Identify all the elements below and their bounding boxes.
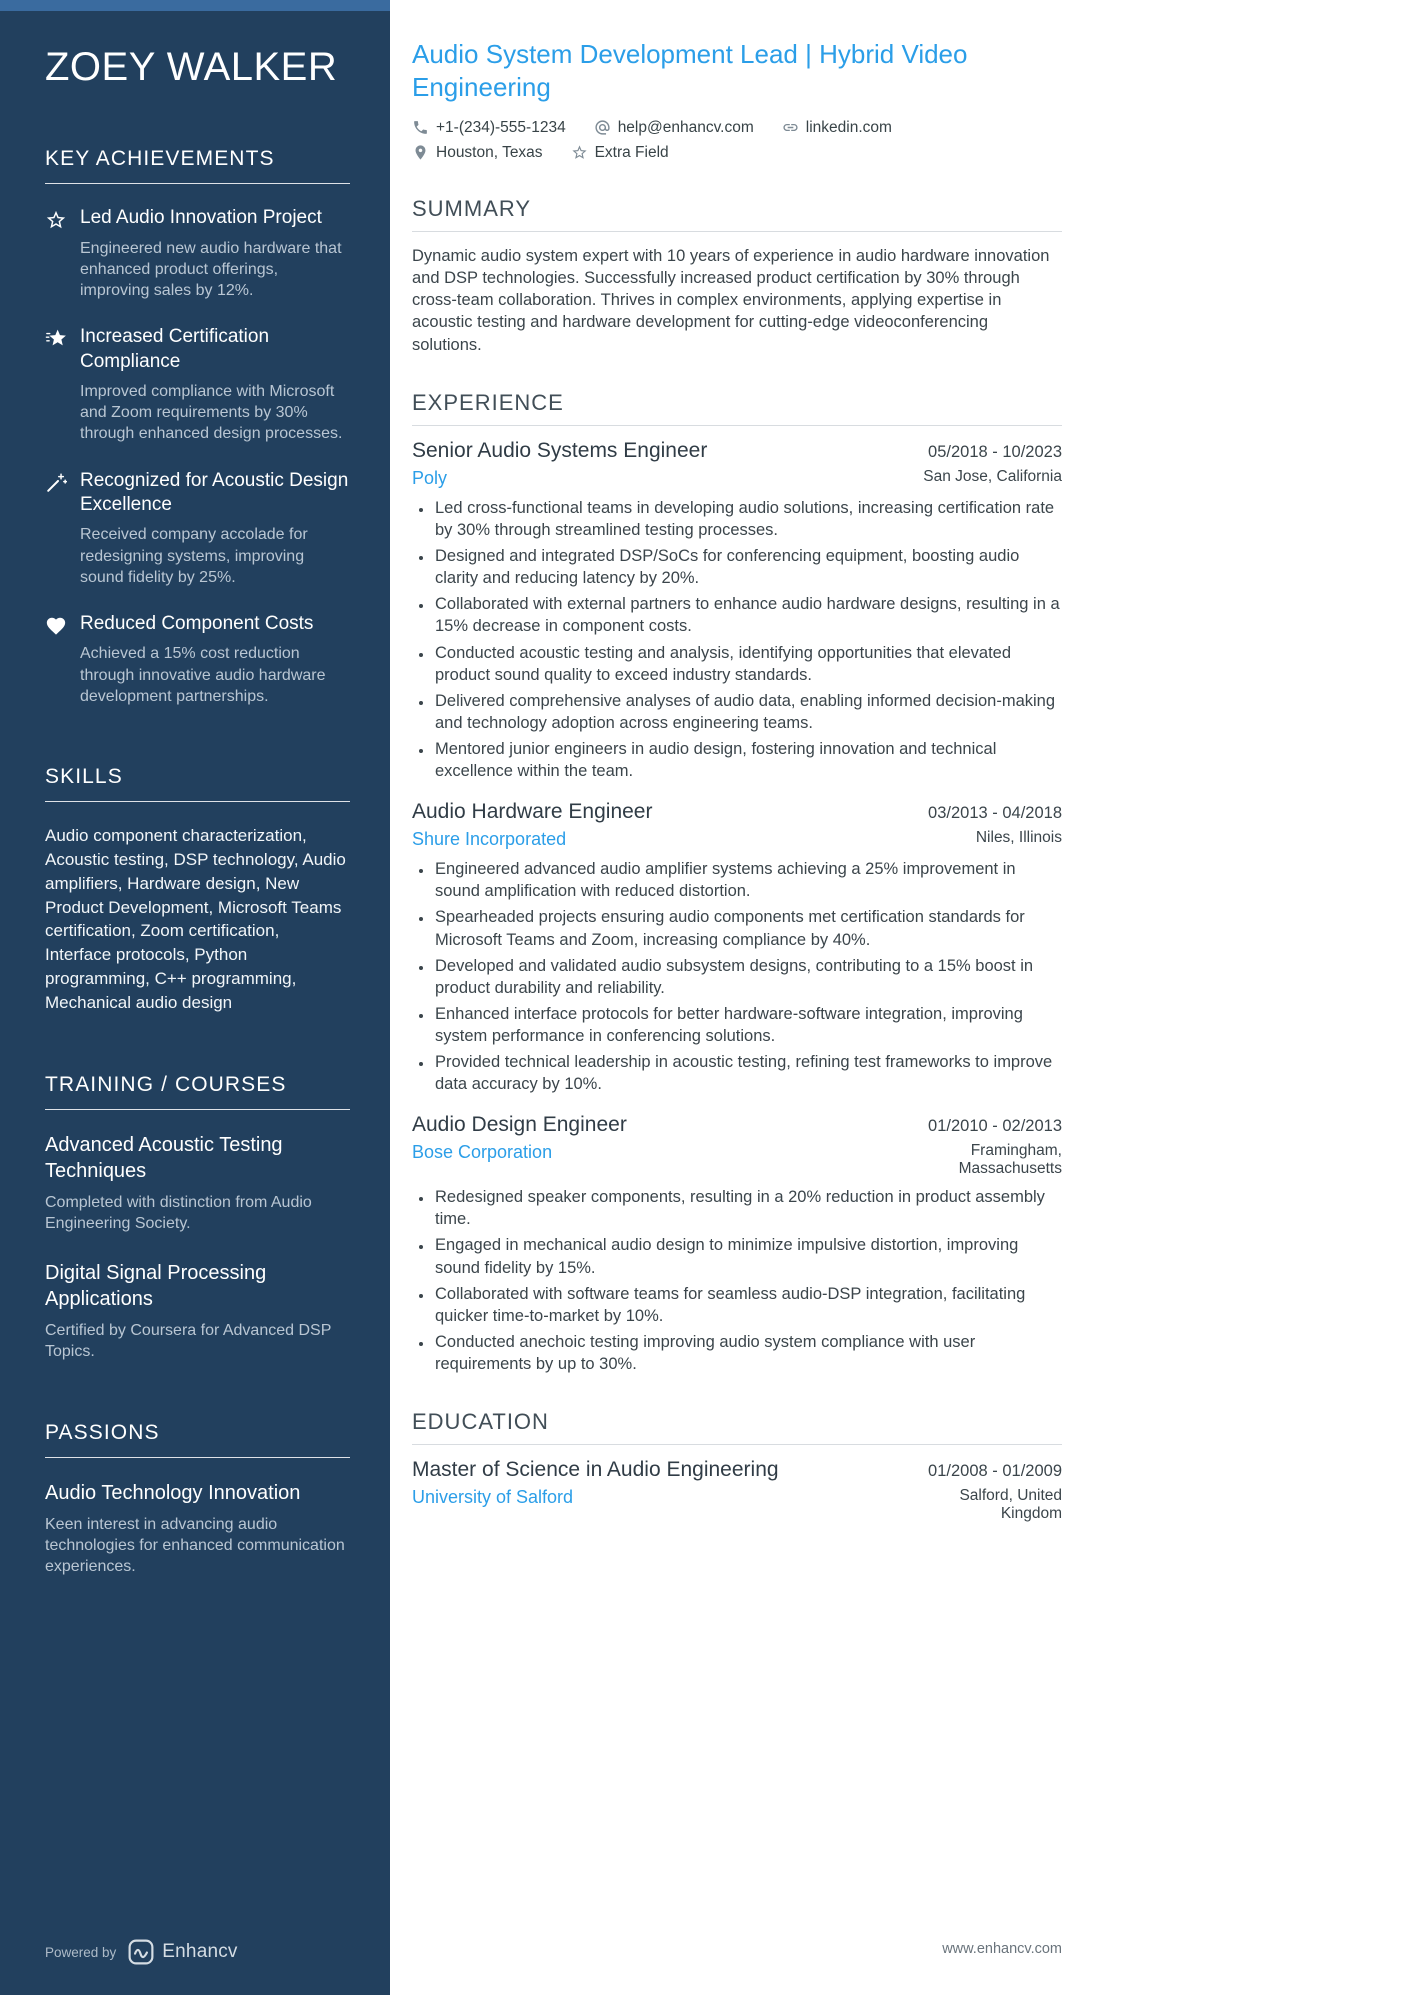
location-pin-icon bbox=[412, 144, 429, 161]
education-dates: 01/2008 - 01/2009 bbox=[928, 1462, 1062, 1481]
bullet-item: • Collaborated with software teams for seamless audio-DSP integration, facilitating quicker time-to-market by 10%. bbox=[433, 1283, 1062, 1327]
job-bullets bbox=[412, 1186, 1062, 1375]
achievement-item bbox=[45, 612, 350, 707]
course-item bbox=[45, 1260, 350, 1363]
bullet-item: • Developed and validated audio subsystem designs, contributing to a 15% boost in product durability and reliability. bbox=[433, 955, 1062, 999]
course-description: Completed with distinction from Audio Engineering Society. bbox=[45, 1193, 312, 1232]
magic-wand-icon bbox=[45, 469, 67, 588]
contact-email[interactable] bbox=[594, 119, 754, 137]
bullet-item: • Designed and integrated DSP/SoCs for conferencing equipment, boosting audio clarity and reducing latency by 20%. bbox=[433, 545, 1062, 589]
training-section bbox=[45, 1073, 350, 1363]
key-achievements-section bbox=[45, 147, 350, 707]
job-title: Audio Hardware Engineer bbox=[412, 800, 653, 824]
contact-bar bbox=[412, 119, 1062, 162]
phone-icon bbox=[412, 119, 429, 136]
experience-heading: EXPERIENCE bbox=[412, 390, 1062, 426]
achievement-title: Led Audio Innovation Project bbox=[80, 207, 322, 229]
degree-title: Master of Science in Audio Engineering bbox=[412, 1458, 779, 1482]
course-description: Certified by Coursera for Advanced DSP Topics. bbox=[45, 1322, 332, 1361]
sidebar bbox=[0, 0, 390, 1995]
job-dates: 01/2010 - 02/2013 bbox=[928, 1117, 1062, 1136]
experience-entry bbox=[412, 1113, 1062, 1375]
job-header bbox=[412, 1113, 1062, 1137]
enhancv-logo-text: Enhancv bbox=[162, 1941, 238, 1962]
bullet-item: • Enhanced interface protocols for better hardware-software integration, improving system performance in conferencing solutions. bbox=[433, 1003, 1062, 1047]
contact-phone-text: +1-(234)-555-1234 bbox=[436, 118, 566, 136]
resume-title: Audio System Development Lead | Hybrid Video Engineering bbox=[412, 39, 968, 103]
experience-entry bbox=[412, 439, 1062, 782]
website-link[interactable]: www.enhancv.com bbox=[942, 1941, 1062, 1957]
main-column bbox=[412, 0, 1062, 1541]
bullet-item: • Collaborated with external partners to enhance audio hardware designs, resulting in a 15% decrease in component costs. bbox=[433, 593, 1062, 637]
job-dates: 05/2018 - 10/2023 bbox=[928, 442, 1062, 461]
link-icon bbox=[782, 119, 799, 136]
job-location: Niles, Illinois bbox=[975, 829, 1062, 847]
achievement-description: Improved compliance with Microsoft and Zoom requirements by 30% through enhanced design processes. bbox=[80, 382, 343, 443]
achievement-title: Recognized for Acoustic Design Excellence bbox=[80, 469, 349, 516]
education-subheader bbox=[412, 1487, 1062, 1523]
course-title: Advanced Acoustic Testing Techniques bbox=[45, 1133, 283, 1182]
powered-by-label: Powered by bbox=[45, 1944, 117, 1960]
bullet-item: • Redesigned speaker components, resulting in a 20% reduction in product assembly time. bbox=[433, 1186, 1062, 1230]
bullet-item: • Mentored junior engineers in audio design, fostering innovation and technical excellence within the team. bbox=[433, 738, 1062, 782]
achievement-title: Increased Certification Compliance bbox=[80, 326, 270, 372]
achievement-description: Engineered new audio hardware that enhanced product offerings, improving sales by 12%. bbox=[80, 239, 342, 300]
job-title: Audio Design Engineer bbox=[412, 1113, 627, 1137]
contact-extra-field bbox=[571, 144, 669, 162]
education-header bbox=[412, 1458, 1062, 1482]
sidebar-footer bbox=[45, 1939, 238, 1965]
contact-row bbox=[412, 119, 1062, 137]
at-icon bbox=[594, 119, 611, 136]
passion-item bbox=[45, 1480, 350, 1578]
job-subheader bbox=[412, 1142, 1062, 1178]
job-title: Senior Audio Systems Engineer bbox=[412, 438, 708, 462]
contact-phone bbox=[412, 119, 566, 137]
achievement-body bbox=[80, 612, 350, 707]
passions-section bbox=[45, 1421, 350, 1578]
education-entry bbox=[412, 1458, 1062, 1523]
bullet-item: • Conducted anechoic testing improving audio system compliance with user requirements by up to 30%. bbox=[433, 1331, 1062, 1375]
candidate-name: ZOEY WALKER bbox=[45, 45, 338, 89]
passion-title: Audio Technology Innovation bbox=[45, 1481, 301, 1504]
bullet-item: • Delivered comprehensive analyses of audio data, enabling informed decision-making and technology adoption across engineering teams. bbox=[433, 690, 1062, 734]
enhancv-logo[interactable] bbox=[128, 1939, 237, 1965]
achievement-description: Received company accolade for redesigning systems, improving sound fidelity by 25%. bbox=[80, 526, 308, 586]
course-item bbox=[45, 1132, 350, 1235]
education-section bbox=[412, 1409, 1062, 1523]
job-bullets bbox=[412, 858, 1062, 1095]
shooting-star-icon bbox=[45, 325, 67, 444]
achievement-item bbox=[45, 469, 350, 588]
experience-entry bbox=[412, 800, 1062, 1095]
contact-linkedin-text: linkedin.com bbox=[805, 118, 892, 136]
job-location: San Jose, California bbox=[923, 467, 1062, 485]
bullet-item: • Spearheaded projects ensuring audio components met certification standards for Microsoft Teams and Zoom, increasing compliance by 40%. bbox=[433, 906, 1062, 950]
course-title: Digital Signal Processing Applications bbox=[45, 1262, 267, 1311]
company-name: Poly bbox=[412, 467, 448, 488]
contact-email-text: help@enhancv.com bbox=[617, 118, 754, 136]
achievement-body bbox=[80, 206, 350, 301]
contact-location bbox=[412, 144, 543, 162]
achievement-title: Reduced Component Costs bbox=[80, 613, 314, 635]
passion-description: Keen interest in advancing audio technologies for enhanced communication experiences. bbox=[45, 1515, 345, 1576]
job-header bbox=[412, 439, 1062, 463]
sidebar-accent-strip bbox=[0, 0, 390, 11]
contact-row bbox=[412, 144, 1062, 162]
contact-extra-field-text: Extra Field bbox=[594, 143, 669, 161]
achievement-body bbox=[80, 469, 350, 588]
school-name: University of Salford bbox=[412, 1487, 574, 1508]
skills-text: Audio component characterization, Acoustic testing, DSP technology, Audio amplifiers, Hardware design, New Product Development, Microsoft Teams certification, Zoom certification, Interface protocols, Python programming, C++ programming, Mechanical audio design bbox=[45, 826, 346, 1012]
summary-heading: SUMMARY bbox=[412, 196, 1062, 232]
bullet-item: • Engineered advanced audio amplifier systems achieving a 25% improvement in sound amplification with reduced distortion. bbox=[433, 858, 1062, 902]
heart-icon bbox=[45, 612, 67, 707]
summary-text: Dynamic audio system expert with 10 years of experience in audio hardware innovation and DSP technologies. Successfully increased product certification by 30% through cross-team collaboration. Thrives in complex environments, applying expertise in acoustic testing and hardware development for cutting-edge videoconferencing solutions. bbox=[412, 246, 1050, 354]
job-subheader bbox=[412, 829, 1062, 850]
job-header bbox=[412, 800, 1062, 824]
job-dates: 03/2013 - 04/2018 bbox=[928, 804, 1062, 823]
bullet-item: • Engaged in mechanical audio design to minimize impulsive distortion, improving sound fidelity by 15%. bbox=[433, 1234, 1062, 1278]
company-name: Bose Corporation bbox=[412, 1142, 553, 1163]
contact-location-text: Houston, Texas bbox=[436, 143, 543, 161]
job-location: Framingham, Massachusetts bbox=[958, 1142, 1062, 1178]
bullet-item: • Provided technical leadership in acoustic testing, refining test frameworks to improve data accuracy by 10%. bbox=[433, 1051, 1062, 1095]
achievement-item bbox=[45, 206, 350, 301]
skills-heading: SKILLS bbox=[45, 765, 350, 802]
company-name: Shure Incorporated bbox=[412, 829, 567, 850]
skills-section bbox=[45, 765, 350, 1014]
summary-section bbox=[412, 196, 1062, 356]
passions-heading: PASSIONS bbox=[45, 1421, 350, 1458]
job-bullets bbox=[412, 497, 1062, 782]
star-outline-icon bbox=[45, 206, 67, 301]
training-heading: TRAINING / COURSES bbox=[45, 1073, 350, 1110]
achievement-description: Achieved a 15% cost reduction through innovative audio hardware development partnerships. bbox=[80, 645, 326, 705]
contact-linkedin[interactable] bbox=[782, 119, 892, 137]
star-icon bbox=[571, 144, 588, 161]
achievement-body bbox=[80, 325, 350, 444]
enhancv-logo-mark-icon bbox=[128, 1939, 154, 1965]
bullet-item: • Conducted acoustic testing and analysis, identifying opportunities that elevated product sound quality to exceed industry standards. bbox=[433, 642, 1062, 686]
key-achievements-heading: KEY ACHIEVEMENTS bbox=[45, 147, 350, 184]
education-heading: EDUCATION bbox=[412, 1409, 1062, 1445]
job-subheader bbox=[412, 468, 1062, 489]
bullet-item: • Led cross-functional teams in developing audio solutions, increasing certification rate by 30% through streamlined testing processes. bbox=[433, 497, 1062, 541]
education-location: Salford, United Kingdom bbox=[959, 1487, 1062, 1523]
achievement-item bbox=[45, 325, 350, 444]
experience-section bbox=[412, 390, 1062, 1375]
